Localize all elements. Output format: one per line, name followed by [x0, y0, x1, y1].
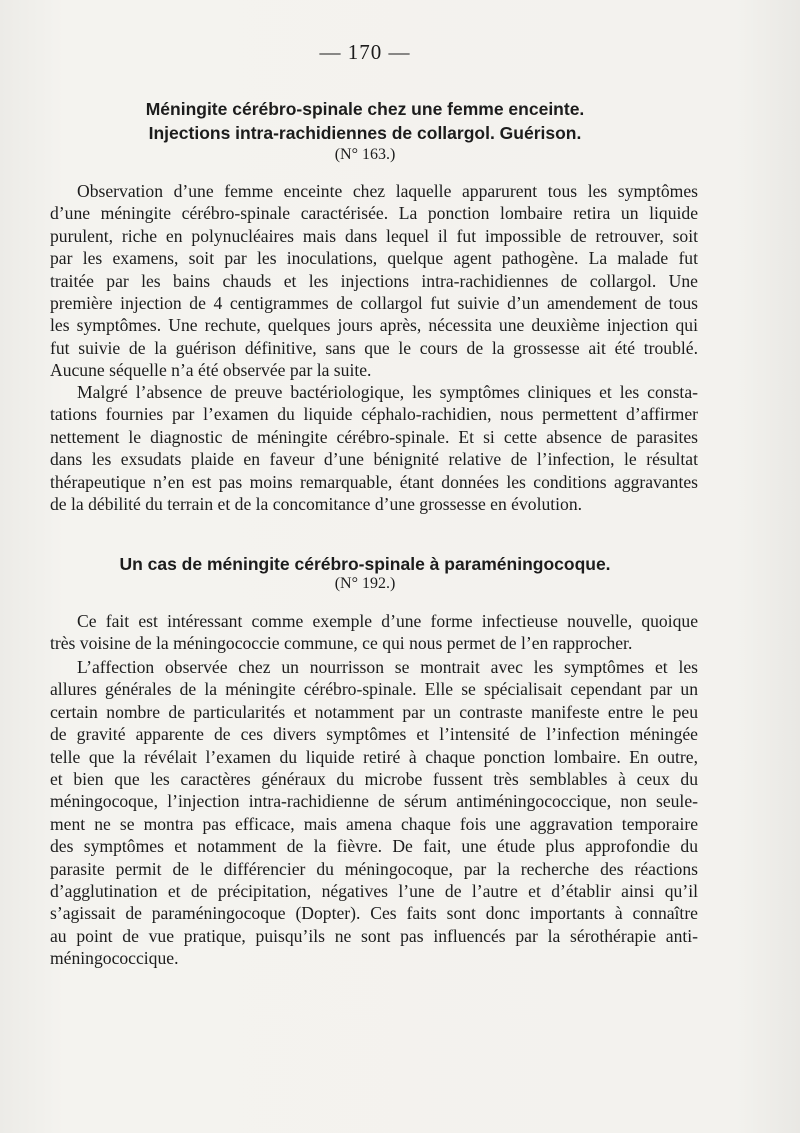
text-line: de gravité apparente de ces divers symptômes et l’intensité de l’infection méningée	[50, 724, 698, 745]
text-line: Observation d’une femme enceinte chez laquelle apparurent tous les symptômes	[77, 181, 698, 201]
text-line: ment ne se montra pas efficace, mais amena chaque fois une aggravation temporaire	[50, 813, 698, 834]
text-line: de la débilité du terrain et de la concomitance d’une grossesse en évolution.	[50, 494, 583, 515]
text-line: Malgré l’absence de preuve bactériologique, les symptômes cliniques et les consta-	[77, 382, 698, 402]
text-line: telle que la révélait l’examen du liquide retiré à chaque ponction lombaire. En outre,	[50, 746, 698, 767]
text-line: fut suivie de la guérison définitive, sans que le cours de la grossesse ait été troublé.	[50, 337, 698, 358]
section-1-paragraph-2	[50, 381, 698, 515]
text-line: dans les exsudats plaide en faveur d’une bénignité relative de l’infection, le résultat	[50, 449, 698, 470]
text-line: thérapeutique n’en est pas moins remarquable, étant données les conditions aggravantes	[50, 471, 698, 492]
text-line: d’agglutination et de précipitation, négatives l’une de l’autre et d’établir ainsi qu’il	[50, 881, 698, 902]
text-line: première injection de 4 centigrammes de collargol fut suivie d’un amendement de tous	[50, 293, 698, 314]
text-line: les symptômes. Une rechute, quelques jours après, nécessita une deuxième injection qui	[50, 315, 698, 336]
text-line: très voisine de la méningococcie commune, ce qui nous permet de l’en rapprocher.	[50, 633, 633, 654]
text-line: traitée par les bains chauds et les injections intra-rachidiennes de collargol. Une	[50, 270, 698, 291]
text-line: Aucune séquelle n’a été observée par la suite.	[50, 360, 372, 381]
text-line: méningocoque, l’injection intra-rachidienne de sérum antiméningococcique, non seule-	[50, 791, 698, 812]
text-line: certain nombre de particularités et notamment par un contraste manifeste entre le peu	[50, 701, 698, 722]
section-2-title-line: Un cas de méningite cérébro-spinale à paraméningocoque.	[119, 554, 611, 574]
section-1-observation-number: (N° 163.)	[334, 146, 396, 163]
text-line: nettement le diagnostic de méningite cérébro-spinale. Et si cette absence de parasites	[50, 426, 698, 447]
text-line: allures générales de la méningite cérébro-spinale. Elle se spécialisait cependant par un	[50, 679, 698, 700]
section-2-title	[50, 552, 680, 576]
text-line: des symptômes et notamment de la fièvre. De fait, une étude plus approfondie du	[50, 836, 698, 857]
section-2-observation-number: (N° 192.)	[334, 575, 396, 592]
text-line: par les examens, soit par les inoculations, quelque agent pathogène. La malade fut	[50, 248, 698, 269]
text-line: s’agissait de paraméningocoque (Dopter). Ces faits sont donc importants à connaître	[50, 903, 698, 924]
text-line: au point de vue pratique, puisqu’ils ne sont pas influencés par la sérothérapie anti-	[50, 925, 698, 946]
section-2-paragraph-2	[50, 656, 698, 970]
text-line: purulent, riche en polynucléaires mais dans lequel il fut impossible de retrouver, soit	[50, 225, 698, 246]
text-line: L’affection observée chez un nourrisson se montrait avec les symptômes et les	[77, 657, 698, 677]
page-number: — 170 —	[319, 40, 411, 64]
section-1-title-line: Injections intra-rachidiennes de collargol. Guérison.	[148, 123, 582, 143]
section-1-title	[50, 97, 680, 145]
section-2-paragraph-1	[50, 610, 698, 655]
text-line: Ce fait est intéressant comme exemple d’une forme infectieuse nouvelle, quoique	[77, 611, 698, 631]
text-line: tations fournies par l’examen du liquide céphalo-rachidien, nous permettent d’affirmer	[50, 404, 698, 425]
text-line: parasite permit de le différencier du méningocoque, par la recherche des réactions	[50, 858, 698, 879]
section-1-paragraph-1	[50, 180, 698, 382]
text-line: d’une méningite cérébro-spinale caractérisée. La ponction lombaire retira un liquide	[50, 203, 698, 224]
text-line: et bien que les caractères généraux du microbe fussent très semblables à ceux du	[50, 769, 698, 790]
section-1-title-line: Méningite cérébro-spinale chez une femme enceinte.	[145, 99, 585, 119]
text-line: méningococcique.	[50, 948, 179, 969]
